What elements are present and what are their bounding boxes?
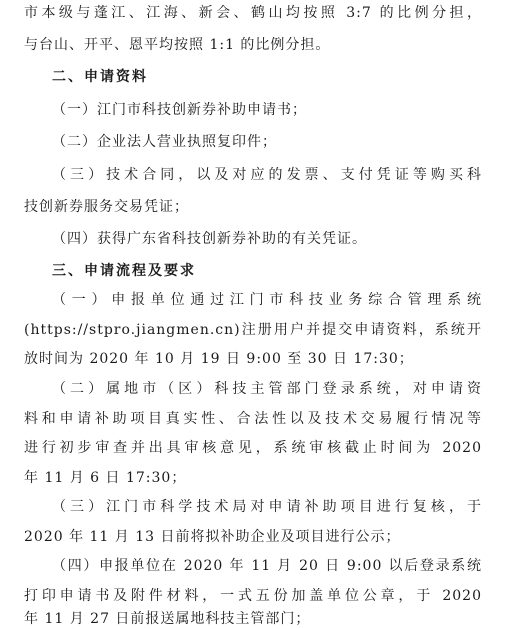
- text-line: 与台山、开平、恩平均按照 1:1 的比例分担。: [24, 37, 331, 53]
- text-line: 2020 年 11 月 13 日前将拟补助企业及项目进行公示；: [24, 529, 401, 545]
- text-line: 进行初步审查并出具审核意见，系统审核截止时间为 2020: [24, 440, 482, 456]
- list-item: （四）获得广东省科技创新券补助的有关凭证。: [52, 231, 367, 247]
- list-item: （二）企业法人营业执照复印件；: [52, 134, 277, 150]
- text-line: 年 11 月 6 日 17:30；: [24, 470, 187, 486]
- text-line: 放时间为 2020 年 10 月 19 日 9:00 至 30 日 17:30；: [24, 351, 414, 367]
- text-line: 料和申请补助项目真实性、合法性以及技术交易履行情况等: [24, 411, 482, 427]
- text-line: (https://stpro.jiangmen.cn)注册用户并提交申请资料，系统开: [24, 322, 482, 338]
- list-item: （一）江门市科技创新券补助申请书；: [52, 102, 307, 118]
- list-item: （三）江门市科学技术局对申请补助项目进行复核，于: [52, 499, 482, 515]
- text-line: 技创新券服务交易凭证；: [24, 199, 189, 215]
- list-item: （四）申报单位在 2020 年 11 月 20 日 9:00 以后登录系统: [52, 558, 482, 574]
- section-heading: 二、申请资料: [52, 69, 148, 85]
- list-item: （三）技术合同，以及对应的发票、支付凭证等购买科: [52, 167, 482, 183]
- list-item: （一）申报单位通过江门市科技业务综合管理系统: [52, 292, 482, 308]
- text-line: 打印申请书及附件材料，一式五份加盖单位公章，于 2020: [24, 588, 482, 604]
- list-item: （二）属地市（区）科技主管部门登录系统，对申请资: [52, 381, 482, 397]
- section-heading: 三、申请流程及要求: [52, 263, 196, 279]
- text-line: 年 11 月 27 日前报送属地科技主管部门；: [24, 611, 311, 627]
- text-line: 市本级与蓬江、江海、新会、鹤山均按照 3:7 的比例分担，: [24, 5, 482, 21]
